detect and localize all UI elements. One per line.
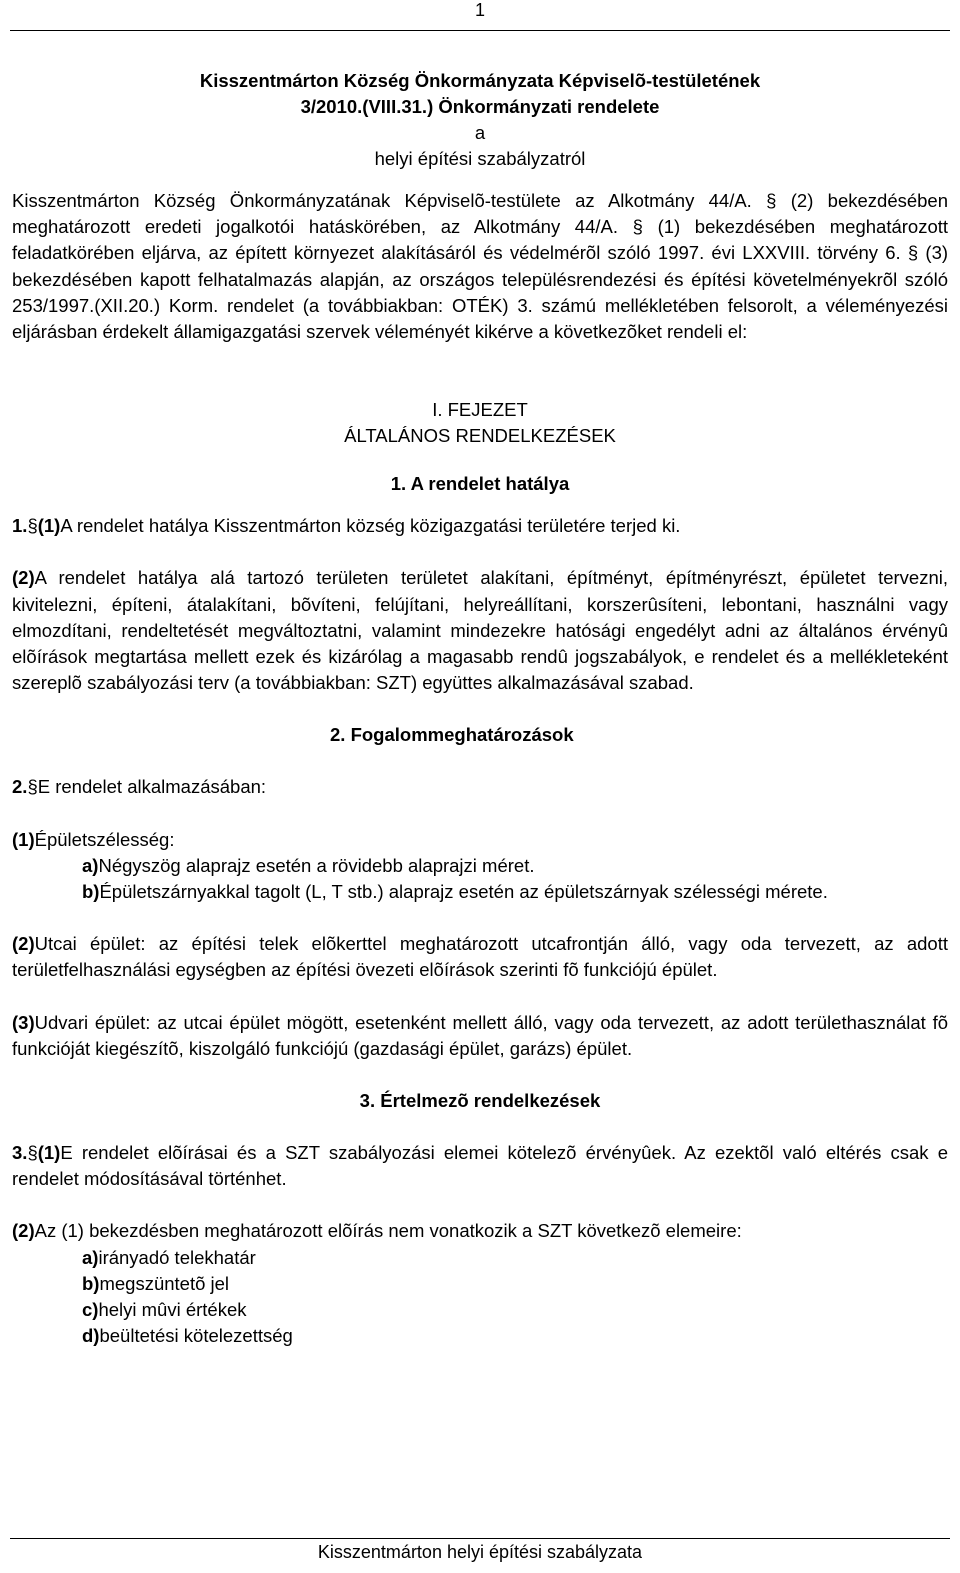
title-line-2: 3/2010.(VIII.31.) Önkormányzati rendelete (300, 96, 660, 117)
section-3-paragraph-2 (12, 1218, 948, 1244)
subsection-number: (2) (12, 567, 35, 589)
list-item (12, 1245, 948, 1271)
list-item-text: beültetési kötelezettség (99, 1325, 293, 1347)
section-2-paragraph-2 (12, 931, 948, 983)
subsection-number: (2) (12, 1220, 35, 1242)
section-3-paragraph-1 (12, 1140, 948, 1192)
chapter-heading (12, 397, 948, 449)
section-sign: § (27, 1142, 38, 1164)
list-item-text: megszüntetõ jel (99, 1272, 230, 1294)
list-item-label: d) (82, 1325, 100, 1347)
section-2-paragraph-3 (12, 1010, 948, 1062)
title-line-1: Kisszentmárton Község Önkormányzata Képviselõ-testületének (199, 70, 761, 91)
section-sign: § (27, 776, 38, 798)
paragraph-text: E rendelet elõírásai és a SZT szabályozási elemei kötelezõ érvényûek. Az ezektõl való eltérés csak e rendelet módosításával történhet. (12, 1142, 948, 1190)
section-sign: § (27, 515, 38, 537)
subsection-number: (3) (12, 1011, 35, 1033)
document-title (12, 68, 948, 172)
section-2-intro (12, 774, 948, 800)
subsection-number: (2) (12, 933, 35, 955)
chapter-title: ÁLTALÁNOS RENDELKEZÉSEK (344, 425, 616, 447)
subsection-number: (1) (12, 828, 35, 850)
page-footer: Kisszentmárton helyi építési szabályzata (317, 1542, 643, 1562)
subsection-number: (1) (37, 515, 61, 537)
list-item (12, 879, 948, 905)
page-number: 1 (474, 0, 485, 20)
section-number: 3. (12, 1142, 28, 1164)
paragraph-text: A rendelet hatálya Kisszentmárton község közigazgatási területére terjed ki. (60, 515, 681, 537)
header-rule (10, 30, 950, 31)
paragraph-text: Udvari épület: az utcai épület mögött, esetenként mellett álló, vagy oda tervezett, az adott területhasználat fõ funkcióját kiegészítõ, kiszolgáló funkciójú (gazdasági épület, garázs) épület. (12, 1011, 948, 1059)
list-item-label: a) (82, 1246, 99, 1268)
paragraph-text: E rendelet alkalmazásában: (37, 776, 267, 798)
section-2-heading: 2. Fogalommeghatározások (330, 724, 574, 746)
list-item-text: Épületszárnyakkal tagolt (L, T stb.) alaprajz esetén az épületszárnyak szélességi mérete. (99, 881, 828, 903)
list-item (12, 1297, 948, 1323)
section-1-paragraph-2 (12, 565, 948, 696)
subsection-number: (1) (37, 1142, 61, 1164)
chapter-number: I. FEJEZET (432, 399, 528, 421)
section-sign: § (766, 190, 777, 211)
title-line-3: a (474, 122, 486, 143)
list-item-text: helyi mûvi értékek (98, 1299, 247, 1321)
footer-rule (10, 1538, 950, 1539)
list-item-text: Négyszög alaprajz esetén a rövidebb alaprajzi méret. (98, 854, 535, 876)
list-item-label: c) (82, 1299, 99, 1321)
title-line-4: helyi építési szabályzatról (374, 148, 586, 169)
section-sign: § (907, 242, 919, 264)
preamble-text-4: (3) bekezdésében kapott felhatalmazás alapján, az országos településrendezési és építési követelményekrõl szóló 253/1997.(XII.20.) Korm. rendelet (a továbbiakban: OTÉK) 3. számú mellékletében felsorolt, a véleményezési eljárásban érdekelt államigazgatási szervek véleményét kikérve a következõket rendeli el: (12, 242, 949, 343)
list-item-text: irányadó telekhatár (98, 1246, 256, 1268)
document-body (12, 68, 948, 1349)
list-item (12, 853, 948, 879)
section-sign: § (632, 216, 643, 238)
preamble-text-3: (1) bekezdésében meghatározott feladatkörében eljárva, az épített környezet alakításáról és védelmérõl szóló 1997. évi LXXVIII. törvény 6. (12, 216, 949, 264)
preamble-text-2: (2) bekezdésében meghatározott eredeti jogalkotói hatáskörében, az Alkotmány 44/A. (12, 190, 949, 238)
paragraph-text: A rendelet hatálya alá tartozó területen területet alakítani, építményt, építményrészt, épületet tervezni, kivitelezni, építeni, átalakítani, bõvíteni, felújítani, helyreállítani, korszerûsíteni, lebontani, használni vagy elmozdítani, rendeltetését megváltoztatni, valamint mindezekre hatósági engedélyt adni az általános érvényû elõírások megtartása mellett ezek és kizárólag a magasabb rendû jogszabályok, e rendelet és a mellékleteként szereplõ szabályozási terv (a továbbiakban: SZT) együttes alkalmazásával szabad. (12, 567, 948, 694)
section-3-heading: 3. Értelmezõ rendelkezések (359, 1090, 601, 1112)
list-item (12, 1323, 948, 1349)
paragraph-text: Utcai épület: az építési telek elõkerttel meghatározott utcafrontján álló, vagy oda tervezett, az adott területfelhasználási egységben az építési övezeti elõírások szerinti fõ funkciójú épület. (12, 933, 948, 981)
list-item-label: b) (82, 881, 100, 903)
list-item (12, 1271, 948, 1297)
section-2-paragraph-1 (12, 827, 948, 853)
section-1-paragraph-1 (12, 513, 948, 539)
section-number: 1. (12, 515, 28, 537)
preamble-paragraph (12, 188, 948, 345)
section-number: 2. (12, 776, 28, 798)
paragraph-text: Az (1) bekezdésben meghatározott elõírás nem vonatkozik a SZT következõ elemeire: (34, 1220, 742, 1242)
preamble-text-1: Kisszentmárton Község Önkormányzatának Képviselõ-testülete az Alkotmány 44/A. (12, 190, 752, 211)
list-item-label: a) (82, 854, 99, 876)
section-1-heading: 1. A rendelet hatálya (390, 473, 570, 495)
paragraph-text: Épületszélesség: (34, 828, 175, 850)
list-item-label: b) (82, 1272, 100, 1294)
